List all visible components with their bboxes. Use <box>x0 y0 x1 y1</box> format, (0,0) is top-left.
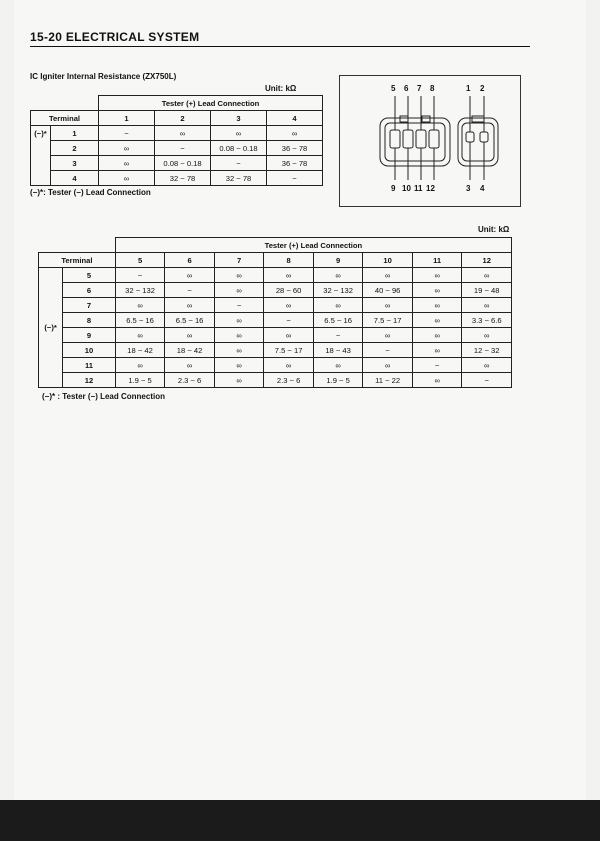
table-cell: ∞ <box>412 328 462 343</box>
table-cell: − <box>267 171 323 186</box>
row-terminal: 9 <box>63 328 116 343</box>
header-divider <box>30 46 530 47</box>
table-cell: − <box>264 313 314 328</box>
table-cell: ∞ <box>115 328 165 343</box>
table1-unit: Unit: kΩ <box>265 84 297 93</box>
row-terminal: 3 <box>51 156 99 171</box>
table-cell: ∞ <box>462 358 512 373</box>
pin-label: 5 <box>391 84 396 93</box>
section-title: IC Igniter Internal Resistance (ZX750L) <box>30 72 177 81</box>
table-cell: 6.5 ~ 16 <box>115 313 165 328</box>
pin-label: 6 <box>404 84 409 93</box>
table-row <box>39 268 512 283</box>
pin-label: 2 <box>480 84 485 93</box>
table-cell: ∞ <box>214 283 264 298</box>
table-cell: 32 ~ 78 <box>211 171 267 186</box>
table-cell: ∞ <box>363 328 413 343</box>
table-row <box>39 283 512 298</box>
table-cell: ∞ <box>99 171 155 186</box>
table-cell: ∞ <box>155 126 211 141</box>
table-cell: ∞ <box>165 328 215 343</box>
table-cell: − <box>363 343 413 358</box>
table-cell: ∞ <box>264 358 314 373</box>
table2-col-header: 9 <box>313 253 363 268</box>
table-cell: 0.08 ~ 0.18 <box>211 141 267 156</box>
table-cell: 18 ~ 42 <box>165 343 215 358</box>
table-cell: ∞ <box>363 358 413 373</box>
table-cell: ∞ <box>313 358 363 373</box>
table-cell: 2.3 ~ 6 <box>165 373 215 388</box>
table2-col-header: 8 <box>264 253 314 268</box>
table-cell: ∞ <box>462 328 512 343</box>
table-cell: ∞ <box>264 298 314 313</box>
table-cell: ∞ <box>165 358 215 373</box>
table1-col-header: 4 <box>267 111 323 126</box>
table-cell: 2.3 ~ 6 <box>264 373 314 388</box>
table-cell: 40 ~ 96 <box>363 283 413 298</box>
table2-col-header: 11 <box>412 253 462 268</box>
row-terminal: 11 <box>63 358 116 373</box>
table2-group-header: Tester (+) Lead Connection <box>115 238 511 253</box>
table-cell: − <box>211 156 267 171</box>
table2-col-header: 6 <box>165 253 215 268</box>
pin-label: 1 <box>466 84 471 93</box>
table-cell: ∞ <box>462 298 512 313</box>
connector-right-body <box>458 118 498 166</box>
row-terminal: 5 <box>63 268 116 283</box>
table-cell: 18 ~ 43 <box>313 343 363 358</box>
pin-label: 7 <box>417 84 422 93</box>
table2-col-header: 7 <box>214 253 264 268</box>
table-row <box>31 141 323 156</box>
table-cell: ∞ <box>412 313 462 328</box>
table-cell: 32 ~ 132 <box>313 283 363 298</box>
table-cell: ∞ <box>99 156 155 171</box>
pin-label: 11 <box>414 184 423 193</box>
table-cell: ∞ <box>412 268 462 283</box>
table1-col-header: 3 <box>211 111 267 126</box>
table-cell: 12 ~ 32 <box>462 343 512 358</box>
table-cell: − <box>214 298 264 313</box>
table-cell: − <box>155 141 211 156</box>
resistance-table-1 <box>30 95 323 186</box>
table-cell: ∞ <box>214 268 264 283</box>
table1-col-header: 1 <box>99 111 155 126</box>
table2-col-header: 10 <box>363 253 413 268</box>
row-terminal: 2 <box>51 141 99 156</box>
table-cell: ∞ <box>363 268 413 283</box>
table-cell: − <box>99 126 155 141</box>
pin-label: 10 <box>402 184 411 193</box>
resistance-table-2 <box>38 237 512 388</box>
table-cell: ∞ <box>412 298 462 313</box>
table-cell: 6.5 ~ 16 <box>165 313 215 328</box>
table-cell: 11 ~ 22 <box>363 373 413 388</box>
table-cell: 0.08 ~ 0.18 <box>155 156 211 171</box>
row-terminal: 12 <box>63 373 116 388</box>
table-cell: − <box>313 328 363 343</box>
table-row <box>39 298 512 313</box>
table-cell: ∞ <box>264 268 314 283</box>
table-cell: 36 ~ 78 <box>267 156 323 171</box>
table-row <box>39 313 512 328</box>
pin-label: 3 <box>466 184 471 193</box>
pin-label: 8 <box>430 84 435 93</box>
table-cell: − <box>115 268 165 283</box>
pin-label: 4 <box>480 184 485 193</box>
table2-col-header: 5 <box>115 253 165 268</box>
pin-label: 9 <box>391 184 396 193</box>
table1-terminal-header: Terminal <box>31 111 99 126</box>
table-cell: ∞ <box>165 268 215 283</box>
table-cell: ∞ <box>214 373 264 388</box>
table-cell: 6.5 ~ 16 <box>313 313 363 328</box>
table-cell: ∞ <box>412 373 462 388</box>
table-cell: ∞ <box>313 268 363 283</box>
table2-footnote: (−)* : Tester (−) Lead Connection <box>42 392 165 401</box>
table-row <box>31 156 323 171</box>
table-cell: ∞ <box>412 343 462 358</box>
row-terminal: 10 <box>63 343 116 358</box>
table-cell: 18 ~ 42 <box>115 343 165 358</box>
row-terminal: 6 <box>63 283 116 298</box>
table2-terminal-header: Terminal <box>39 253 116 268</box>
table-cell: 7.5 ~ 17 <box>264 343 314 358</box>
row-terminal: 8 <box>63 313 116 328</box>
table-cell: 32 ~ 78 <box>155 171 211 186</box>
table-cell: ∞ <box>115 358 165 373</box>
table-row <box>31 171 323 186</box>
table-row <box>31 126 323 141</box>
table2-corner <box>39 238 116 253</box>
row-terminal: 4 <box>51 171 99 186</box>
table-cell: ∞ <box>115 298 165 313</box>
table-cell: ∞ <box>99 141 155 156</box>
table-cell: − <box>462 373 512 388</box>
page-title: 15-20 ELECTRICAL SYSTEM <box>30 30 200 44</box>
row-terminal: 1 <box>51 126 99 141</box>
table-cell: ∞ <box>462 268 512 283</box>
scan-edge <box>0 800 600 841</box>
table-row <box>39 328 512 343</box>
table-cell: ∞ <box>412 283 462 298</box>
table-row <box>39 343 512 358</box>
table-cell: ∞ <box>313 298 363 313</box>
table-cell: ∞ <box>214 313 264 328</box>
table-cell: 19 ~ 48 <box>462 283 512 298</box>
table-cell: 1.9 ~ 5 <box>313 373 363 388</box>
table1-footnote: (−)*: Tester (−) Lead Connection <box>30 188 151 197</box>
table2-unit: Unit: kΩ <box>478 225 510 234</box>
table-cell: ∞ <box>214 328 264 343</box>
table-cell: 1.9 ~ 5 <box>115 373 165 388</box>
table-cell: ∞ <box>214 358 264 373</box>
table-cell: ∞ <box>363 298 413 313</box>
table-cell: 36 ~ 78 <box>267 141 323 156</box>
table1-neg-label: (−)* <box>31 126 51 186</box>
table-cell: 7.5 ~ 17 <box>363 313 413 328</box>
table-cell: 28 ~ 60 <box>264 283 314 298</box>
table2-col-header: 12 <box>462 253 512 268</box>
table-cell: 3.3 ~ 6.6 <box>462 313 512 328</box>
table-cell: ∞ <box>214 343 264 358</box>
table2-neg-label: (−)* <box>39 268 63 388</box>
table1-corner <box>31 96 99 111</box>
pin-label: 12 <box>426 184 435 193</box>
row-terminal: 7 <box>63 298 116 313</box>
table1-col-header: 2 <box>155 111 211 126</box>
table-cell: ∞ <box>267 126 323 141</box>
table-row <box>39 358 512 373</box>
table-row <box>39 373 512 388</box>
table1-group-header: Tester (+) Lead Connection <box>99 96 323 111</box>
table-cell: − <box>165 283 215 298</box>
table-cell: 32 ~ 132 <box>115 283 165 298</box>
connector-diagram <box>339 75 521 207</box>
table-cell: ∞ <box>165 298 215 313</box>
table-cell: − <box>412 358 462 373</box>
table-cell: ∞ <box>211 126 267 141</box>
table-cell: ∞ <box>264 328 314 343</box>
